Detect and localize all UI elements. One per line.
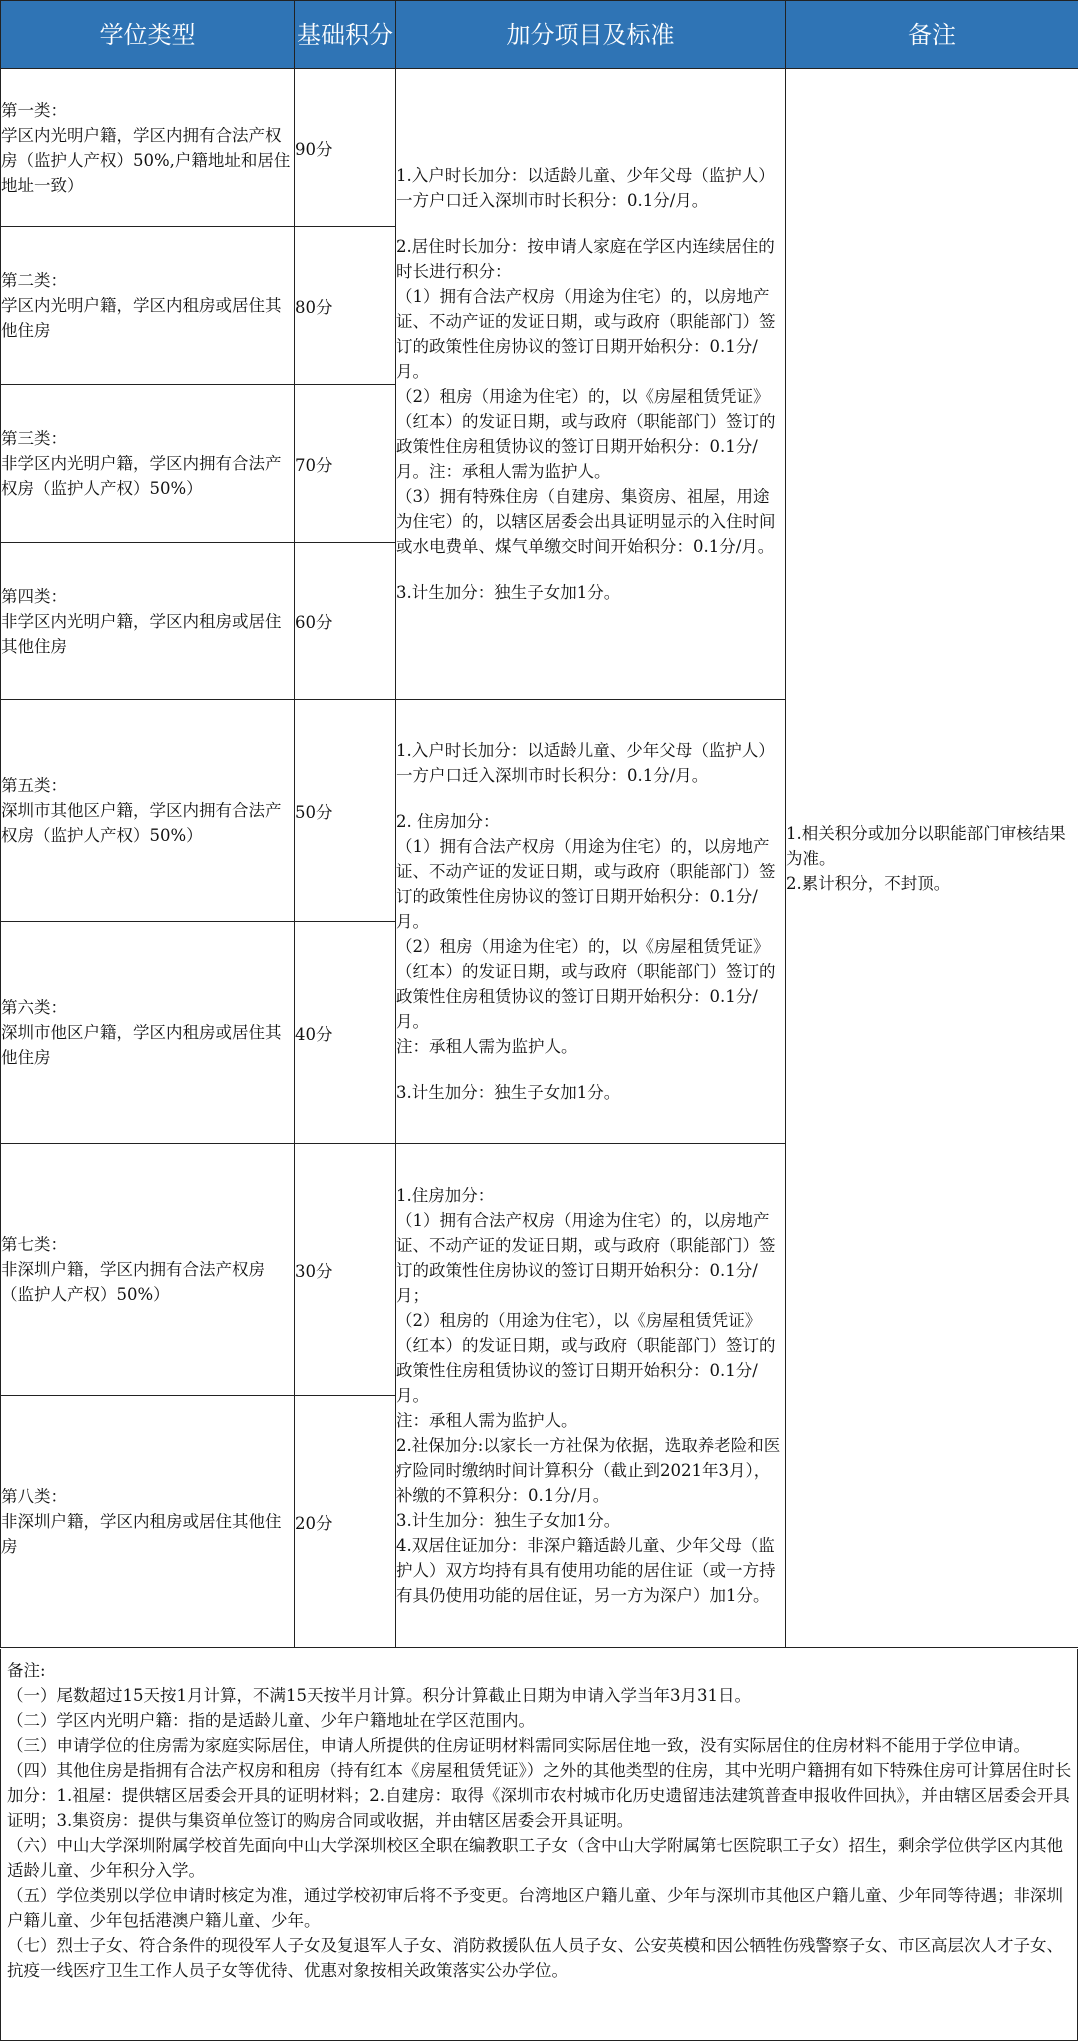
category-desc: 深圳市其他区户籍，学区内拥有合法产权房（监护人产权）50%） <box>1 801 282 845</box>
remark-item: 2.累计积分，不封顶。 <box>786 873 951 893</box>
bonus-item: （1）拥有合法产权房（用途为住宅）的，以房地产证、不动产证的发证日期，或与政府（职能部门）签订的政策性住房协议的签订日期开始积分：0.1分/月。 <box>396 287 776 381</box>
bonus-spacer <box>396 788 785 809</box>
category-name: 第五类： <box>1 776 67 795</box>
category-desc: 非深圳户籍，学区内拥有合法产权房（监护人产权）50%） <box>1 1260 265 1304</box>
header-bonus-items: 加分项目及标准 <box>396 1 786 69</box>
category-cell <box>1 1144 295 1396</box>
bonus-items-cell <box>396 69 786 700</box>
footer-note-line: （五）学位类别以学位申请时核定为准，通过学校初审后将不予变更。台湾地区户籍儿童、少年与深圳市其他区户籍儿童、少年同等待遇；非深圳户籍儿童、少年包括港澳户籍儿童、少年。 <box>7 1886 1063 1930</box>
category-cell <box>1 922 295 1144</box>
category-cell <box>1 700 295 922</box>
bonus-spacer <box>396 559 785 580</box>
footer-note-line: （四）其他住房是指拥有合法产权房和租房（持有红本《房屋租赁凭证》）之外的其他类型的住房，其中光明户籍拥有如下特殊住房可计算居住时长加分：1.祖屋：提供辖区居委会开具的证明材料；2.自建房：取得《深圳市农村城市化历史遗留违法建筑普查申报收件回执》，并由辖区居委会开具证明；3.集资房：提供与集资单位签订的购房合同或收据，并由辖区居委会开具证明。 <box>7 1761 1072 1830</box>
bonus-item: 1.住房加分： <box>396 1186 495 1205</box>
base-score: 70分 <box>295 385 396 543</box>
header-type: 学位类型 <box>1 1 295 69</box>
category-desc: 学区内光明户籍，学区内拥有合法产权房（监护人产权）50%,户籍地址和居住地址一致） <box>1 125 291 195</box>
base-score: 40分 <box>295 922 396 1144</box>
category-name: 第一类： <box>1 100 67 120</box>
footer-note-line: （三）申请学位的住房需为家庭实际居住，申请人所提供的住房证明材料需同实际居住地一致，没有实际居住的住房材料不能用于学位申请。 <box>7 1736 1030 1755</box>
category-name: 第四类： <box>1 586 67 606</box>
category-cell <box>1 227 295 385</box>
category-desc: 深圳市他区户籍，学区内租房或居住其他住房 <box>1 1023 282 1067</box>
bonus-item: （1）拥有合法产权房（用途为住宅）的，以房地产证、不动产证的发证日期，或与政府（职能部门）签订的政策性住房协议的签订日期开始积分：0.1分/月； <box>396 1211 776 1305</box>
category-desc: 学区内光明户籍，学区内租房或居住其他住房 <box>1 296 282 340</box>
bonus-item: 1.入户时长加分：以适龄儿童、少年父母（监护人）一方户口迁入深圳市时长积分：0.1分/月。 <box>396 166 775 210</box>
base-score: 20分 <box>295 1396 396 1648</box>
header-base-score: 基础积分 <box>295 1 396 69</box>
category-desc: 非学区内光明户籍，学区内租房或居住其他住房 <box>1 611 282 656</box>
base-score: 80分 <box>295 227 396 385</box>
bonus-items-cell <box>396 1144 786 1648</box>
category-cell <box>1 543 295 700</box>
category-desc: 非学区内光明户籍，学区内拥有合法产权房（监护人产权）50%） <box>1 454 282 498</box>
bonus-items-cell <box>396 700 786 1144</box>
category-name: 第六类： <box>1 998 67 1017</box>
footer-notes <box>0 1649 1078 2041</box>
bonus-item: 2. 住房加分： <box>396 812 500 831</box>
bonus-item: 3.计生加分：独生子女加1分。 <box>396 583 621 602</box>
category-cell <box>1 1396 295 1648</box>
footer-title: 备注: <box>7 1661 46 1680</box>
remark-item: 1.相关积分或加分以职能部门审核结果为准。 <box>786 823 1066 868</box>
category-row <box>1 69 1078 227</box>
bonus-item: （3）拥有特殊住房（自建房、集资房、祖屋，用途为住宅）的，以辖区居委会出具证明显示的入住时间或水电费单、煤气单缴交时间开始积分：0.1分/月。 <box>396 487 776 556</box>
base-score: 50分 <box>295 700 396 922</box>
category-cell <box>1 69 295 227</box>
category-name: 第三类： <box>1 429 67 448</box>
category-desc: 非深圳户籍，学区内租房或居住其他住房 <box>1 1512 282 1556</box>
base-score: 60分 <box>295 543 396 700</box>
bonus-item: 2.社保加分:以家长一方社保为依据，选取养老险和医疗险同时缴纳时间计算积分（截止到2021年3月），补缴的不算积分：0.1分/月。 <box>396 1436 781 1505</box>
header-row <box>1 1 1078 69</box>
bonus-item: 2.居住时长加分：按申请人家庭在学区内连续居住的时长进行积分： <box>396 237 775 281</box>
footer-note-line: （二）学区内光明户籍：指的是适龄儿童、少年户籍地址在学区范围内。 <box>7 1711 535 1730</box>
bonus-spacer <box>396 1059 785 1080</box>
bonus-item: （1）拥有合法产权房（用途为住宅）的，以房地产证、不动产证的发证日期，或与政府（职能部门）签订的政策性住房协议的签订日期开始积分：0.1分/月。 <box>396 837 776 931</box>
base-score: 30分 <box>295 1144 396 1396</box>
bonus-item: 3.计生加分：独生子女加1分。 <box>396 1511 621 1530</box>
bonus-item: （2）租房（用途为住宅）的，以《房屋租赁凭证》（红本）的发证日期，或与政府（职能部门）签订的政策性住房租赁协议的签订日期开始积分：0.1分/月。注：承租人需为监护人。 <box>396 387 776 481</box>
footer-lines <box>7 1683 1072 1983</box>
base-score: 90分 <box>295 69 396 227</box>
footer-note-line: （六）中山大学深圳附属学校首先面向中山大学深圳校区全职在编教职工子女（含中山大学附属第七医院职工子女）招生，剩余学位供学区内其他适龄儿童、少年积分入学。 <box>7 1836 1063 1880</box>
bonus-item: （2）租房的（用途为住宅），以《房屋租赁凭证》（红本）的发证日期，或与政府（职能部门）签订的政策性住房租赁协议的签订日期开始积分：0.1分/月。 <box>396 1311 776 1405</box>
footer-note-line: （一）尾数超过15天按1月计算，不满15天按半月计算。积分计算截止日期为申请入学当年3月31日。 <box>7 1686 751 1705</box>
category-name: 第八类： <box>1 1487 67 1506</box>
bonus-spacer <box>396 213 785 234</box>
category-name: 第七类： <box>1 1235 67 1254</box>
bonus-item: 3.计生加分：独生子女加1分。 <box>396 1083 621 1102</box>
footer-note-line: （七）烈士子女、符合条件的现役军人子女及复退军人子女、消防救援队伍人员子女、公安英模和因公牺牲伤残警察子女、市区高层次人才子女、抗疫一线医疗卫生工作人员子女等优待、优惠对象按相关政策落实公办学位。 <box>7 1936 1063 1980</box>
bonus-item: 1.入户时长加分：以适龄儿童、少年父母（监护人）一方户口迁入深圳市时长积分：0.1分/月。 <box>396 741 775 785</box>
remarks-cell <box>786 69 1078 1648</box>
category-name: 第二类： <box>1 271 67 290</box>
category-cell <box>1 385 295 543</box>
bonus-item: 注：承租人需为监护人。 <box>396 1037 578 1056</box>
bonus-item: 4.双居住证加分：非深户籍适龄儿童、少年父母（监护人）双方均持有具有使用功能的居住证（或一方持有具仍使用功能的居住证，另一方为深户）加1分。 <box>396 1536 776 1605</box>
bonus-item: 注：承租人需为监护人。 <box>396 1411 578 1430</box>
bonus-item: （2）租房（用途为住宅）的，以《房屋租赁凭证》（红本）的发证日期，或与政府（职能部门）签订的政策性住房租赁协议的签订日期开始积分：0.1分/月。 <box>396 937 776 1031</box>
header-note: 备注 <box>786 1 1078 69</box>
